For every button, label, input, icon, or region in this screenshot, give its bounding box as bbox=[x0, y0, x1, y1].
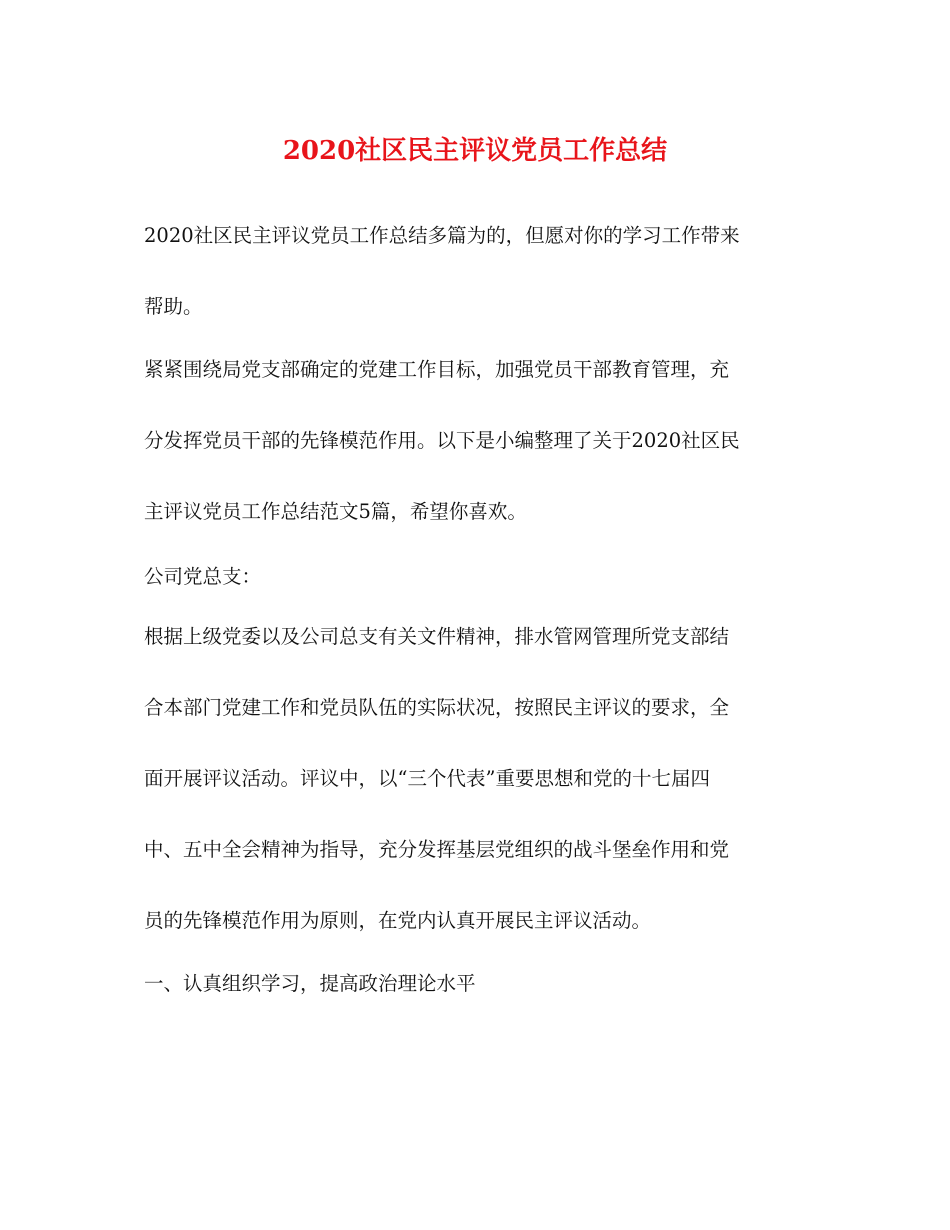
body-line-3: 面开展评议活动。评议中，以“三个代表”重要思想和党的十七届四 bbox=[144, 767, 710, 790]
body-line-5: 员的先锋模范作用为原则，在党内认真开展民主评议活动。 bbox=[144, 909, 652, 932]
intro-line-1: 2020社区民主评议党员工作总结多篇为的，但愿对你的学习工作带来 bbox=[144, 224, 740, 247]
body-line-1: 根据上级党委以及公司总支有关文件精神，排水管网管理所党支部结 bbox=[144, 625, 730, 648]
summary-line-3: 主评议党员工作总结范文5篇，希望你喜欢。 bbox=[144, 500, 527, 523]
body-line-4: 中、五中全会精神为指导，充分发挥基层党组织的战斗堡垒作用和党 bbox=[144, 838, 730, 861]
intro-line-2: 帮助。 bbox=[144, 295, 203, 318]
salutation: 公司党总支： bbox=[144, 565, 262, 588]
document-title: 2020社区民主评议党员工作总结 bbox=[282, 136, 668, 166]
body-line-2: 合本部门党建工作和党员队伍的实际状况，按照民主评议的要求，全 bbox=[144, 696, 730, 719]
summary-line-2: 分发挥党员干部的先锋模范作用。以下是小编整理了关于2020社区民 bbox=[144, 429, 740, 452]
section-heading-1: 一、认真组织学习，提高政治理论水平 bbox=[144, 972, 476, 995]
summary-line-1: 紧紧围绕局党支部确定的党建工作目标，加强党员干部教育管理，充 bbox=[144, 358, 730, 381]
